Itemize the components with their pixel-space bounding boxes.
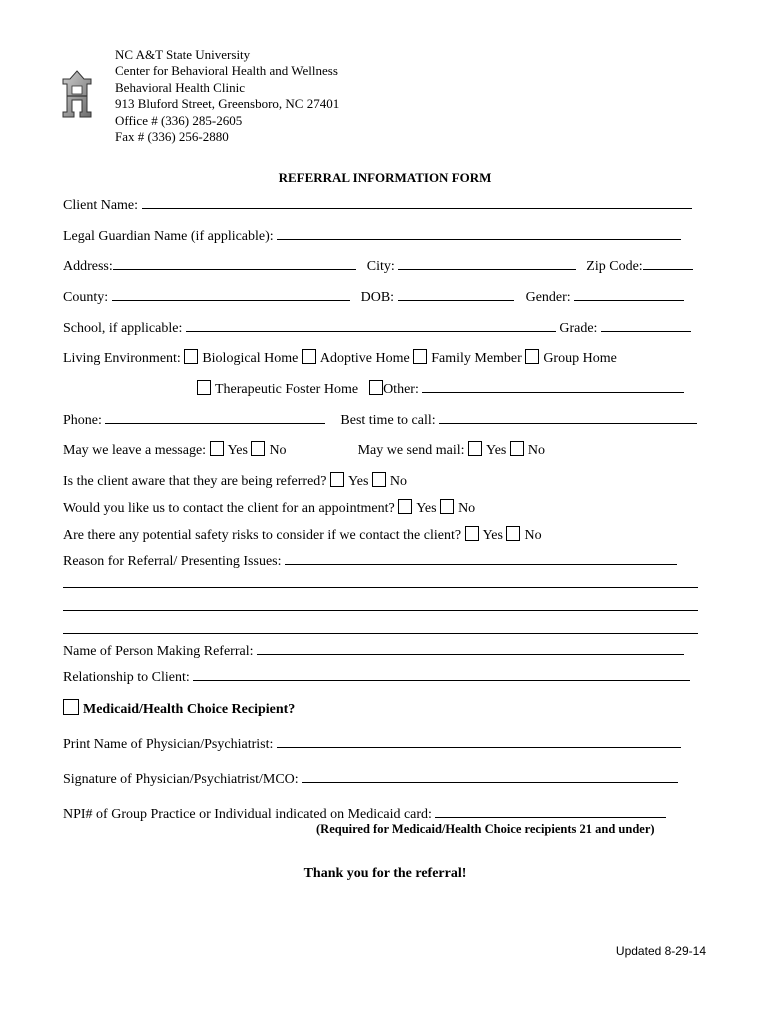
relationship-row	[63, 668, 690, 686]
adoptive-home-checkbox[interactable]	[302, 349, 316, 364]
therapeutic-foster-home-checkbox[interactable]	[197, 380, 211, 395]
referrer-row	[63, 642, 684, 660]
county-field[interactable]	[112, 288, 350, 301]
group-home-checkbox[interactable]	[525, 349, 539, 364]
address-field[interactable]	[113, 257, 356, 270]
phone-label: Phone:	[63, 413, 102, 428]
biological-home-label: Biological Home	[202, 351, 299, 366]
phone-row	[63, 411, 697, 429]
adoptive-home-label: Adoptive Home	[319, 351, 410, 366]
reason-row	[63, 552, 677, 570]
contact-row	[63, 499, 475, 517]
client-name-label: Client Name:	[63, 198, 139, 213]
npi-row	[63, 805, 666, 823]
group-home-label: Group Home	[543, 351, 617, 366]
header-office-phone: Office # (336) 285-2605	[115, 112, 243, 128]
client-name-field[interactable]	[142, 196, 692, 209]
reason-line-2[interactable]	[63, 587, 653, 588]
thank-you-message: Thank you for the referral!	[303, 866, 467, 881]
therapeutic-foster-home-label: Therapeutic Foster Home	[215, 382, 359, 397]
guardian-row	[63, 227, 681, 245]
referrer-name-label: Name of Person Making Referral:	[63, 644, 254, 659]
dob-label: DOB:	[360, 290, 395, 305]
safety-row	[63, 526, 542, 544]
safety-no-checkbox[interactable]	[506, 526, 520, 541]
contact-label: Would you like us to contact the client for an appointment?	[63, 501, 395, 516]
contact-yes-checkbox[interactable]	[398, 499, 412, 514]
reason-line-4[interactable]	[63, 633, 653, 634]
send-mail-yes-label: Yes	[485, 443, 507, 458]
physician-signature-field[interactable]	[302, 770, 678, 783]
safety-yes-label: Yes	[482, 528, 503, 543]
physician-name-label: Print Name of Physician/Psychiatrist:	[63, 737, 274, 752]
gender-label: Gender:	[525, 290, 571, 305]
header-center: Center for Behavioral Health and Wellness	[115, 63, 338, 79]
best-time-field[interactable]	[439, 411, 697, 424]
npi-label: NPI# of Group Practice or Individual indicated on Medicaid card:	[63, 807, 432, 822]
reason-field[interactable]	[285, 552, 677, 565]
aware-row	[63, 472, 407, 490]
living-environment-row-2	[197, 380, 684, 398]
contact-no-label: No	[458, 501, 476, 516]
address-label: Address:	[63, 259, 113, 274]
contact-yes-label: Yes	[416, 501, 437, 516]
guardian-label: Legal Guardian Name (if applicable):	[63, 229, 274, 244]
clinic-header	[115, 47, 339, 145]
leave-message-label: May we leave a message:	[63, 443, 207, 458]
leave-message-yes-checkbox[interactable]	[210, 441, 224, 456]
reason-label: Reason for Referral/ Presenting Issues:	[63, 554, 282, 569]
zip-label: Zip Code:	[586, 259, 643, 274]
header-address: 913 Bluford Street, Greensboro, NC 27401	[115, 96, 340, 112]
medicaid-row	[63, 699, 295, 718]
safety-no-label: No	[524, 528, 542, 543]
reason-line-3-tail	[652, 610, 698, 611]
header-clinic: Behavioral Health Clinic	[115, 79, 245, 95]
physician-signature-label: Signature of Physician/Psychiatrist/MCO:	[63, 772, 299, 787]
school-row	[63, 319, 691, 337]
leave-message-yes-label: Yes	[227, 443, 248, 458]
send-mail-no-label: No	[527, 443, 545, 458]
school-label: School, if applicable:	[63, 321, 183, 336]
university-logo	[60, 70, 94, 118]
send-mail-label: May we send mail:	[357, 443, 465, 458]
city-field[interactable]	[398, 257, 576, 270]
header-university: NC A&T State University	[115, 47, 251, 62]
guardian-field[interactable]	[277, 227, 681, 240]
reason-line-3[interactable]	[63, 610, 653, 611]
npi-field[interactable]	[435, 805, 666, 818]
aware-label: Is the client aware that they are being referred?	[63, 474, 327, 489]
aware-yes-label: Yes	[348, 474, 369, 489]
gender-field[interactable]	[574, 288, 684, 301]
address-row	[63, 257, 693, 275]
physician-signature-row	[63, 770, 678, 788]
county-row	[63, 288, 684, 306]
leave-message-no-label: No	[269, 443, 287, 458]
medicaid-note: (Required for Medicaid/Health Choice recipients 21 and under)	[316, 822, 655, 836]
living-environment-row	[63, 349, 617, 367]
best-time-label: Best time to call:	[340, 413, 436, 428]
city-label: City:	[366, 259, 395, 274]
aware-no-label: No	[389, 474, 408, 489]
physician-name-row	[63, 735, 681, 753]
relationship-field[interactable]	[193, 668, 690, 681]
phone-field[interactable]	[105, 411, 325, 424]
other-checkbox[interactable]	[369, 380, 383, 395]
biological-home-checkbox[interactable]	[184, 349, 198, 364]
county-label: County:	[63, 290, 109, 305]
grade-field[interactable]	[601, 319, 691, 332]
zip-field[interactable]	[643, 257, 693, 270]
send-mail-no-checkbox[interactable]	[510, 441, 524, 456]
living-environment-label: Living Environment:	[63, 351, 181, 366]
send-mail-yes-checkbox[interactable]	[468, 441, 482, 456]
other-label: Other:	[383, 382, 419, 397]
safety-yes-checkbox[interactable]	[465, 526, 479, 541]
referrer-name-field[interactable]	[257, 642, 684, 655]
other-field[interactable]	[422, 380, 684, 393]
aware-yes-checkbox[interactable]	[330, 472, 344, 487]
medicaid-label: Medicaid/Health Choice Recipient?	[83, 702, 296, 717]
relationship-label: Relationship to Client:	[63, 670, 190, 685]
form-title: REFERRAL INFORMATION FORM	[278, 170, 492, 185]
dob-field[interactable]	[398, 288, 514, 301]
medicaid-checkbox[interactable]	[63, 699, 79, 715]
physician-name-field[interactable]	[277, 735, 681, 748]
updated-date: Updated 8-29-14	[615, 944, 706, 958]
contact-no-checkbox[interactable]	[440, 499, 454, 514]
grade-label: Grade:	[559, 321, 598, 336]
client-name-row	[63, 196, 692, 214]
reason-line-4-tail	[652, 633, 698, 634]
message-mail-row	[63, 441, 545, 459]
leave-message-no-checkbox[interactable]	[251, 441, 265, 456]
header-fax: Fax # (336) 256-2880	[115, 129, 229, 145]
family-member-label: Family Member	[431, 351, 522, 366]
aware-no-checkbox[interactable]	[372, 472, 386, 487]
family-member-checkbox[interactable]	[413, 349, 427, 364]
school-field[interactable]	[186, 319, 556, 332]
reason-line-2-tail	[652, 587, 698, 588]
safety-label: Are there any potential safety risks to consider if we contact the client?	[63, 528, 462, 543]
